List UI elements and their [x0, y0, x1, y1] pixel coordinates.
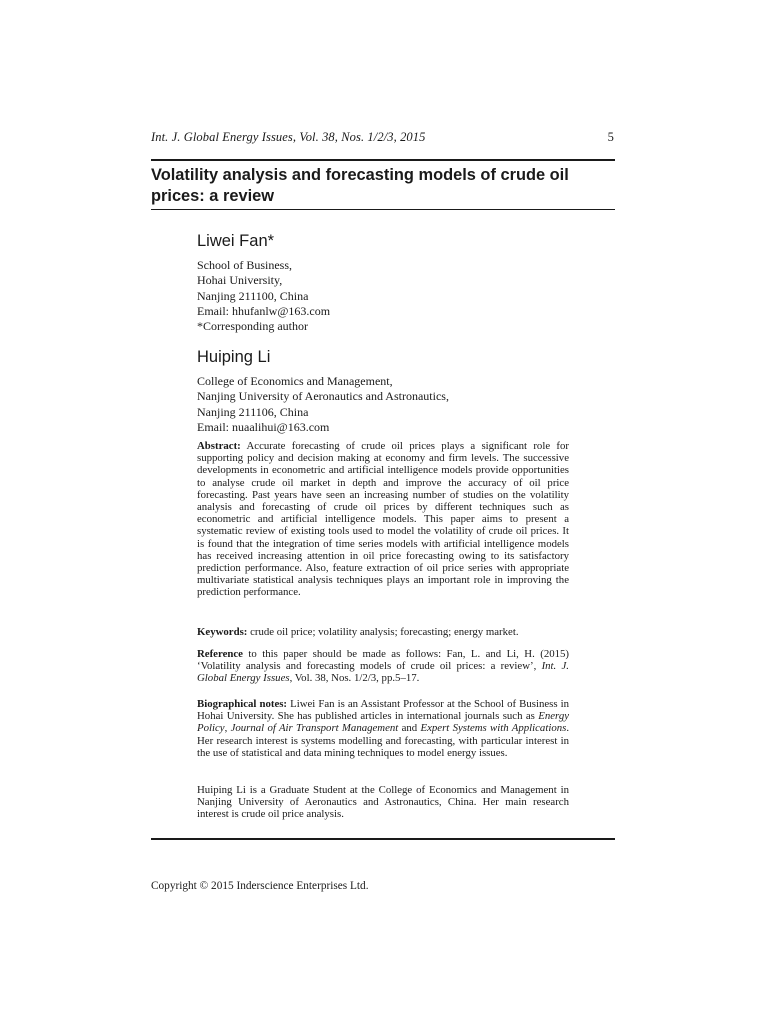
bio-separator: , [224, 722, 228, 735]
affiliation-line: School of Business, [197, 258, 293, 272]
affiliation-line: Nanjing 211100, China [197, 288, 309, 303]
author-name-2: Huiping Li [197, 348, 271, 366]
reference [197, 648, 569, 685]
reference-text: to this paper should be made as follows: Fan, L. and Li, H. (2015) ‘Volatility analysis and forecasting models of crude oil prices: a review’, [197, 648, 570, 673]
author-email[interactable]: Email: nuaalihui@163.com [197, 419, 330, 434]
keywords-label: Keywords: [197, 626, 248, 638]
title-rule [151, 209, 615, 210]
keywords [197, 626, 569, 638]
reference-label: Reference [197, 648, 243, 660]
top-rule [151, 159, 615, 161]
bio-text: . Her research interest is systems modelling and forecasting, with particular interest in the use of statistical and data mining techniques to model energy issues. [197, 722, 570, 759]
affiliation-line: Hohai University, [197, 273, 283, 288]
copyright-notice: Copyright © 2015 Inderscience Enterprises Ltd. [151, 880, 369, 892]
author-email[interactable]: Email: hhufanlw@163.com [197, 303, 331, 318]
keywords-text: crude oil price; volatility analysis; forecasting; energy market. [250, 626, 519, 638]
author-name-1: Liwei Fan* [197, 232, 275, 250]
affiliation-line: College of Economics and Management, [197, 374, 393, 388]
biographical-notes [197, 698, 569, 759]
bio-journal: Journal of Air Transport Management [230, 722, 399, 735]
bio-journal: Expert Systems with Applications [420, 722, 567, 735]
bio-label: Biographical notes: [197, 698, 288, 710]
reference-journal: Int. J. Global Energy Issues [197, 660, 570, 685]
reference-volume: , Vol. 38, Nos. 1/2/3, pp.5–17. [289, 672, 420, 685]
affiliation-line: Nanjing 211106, China [197, 404, 309, 419]
bio-text: Liwei Fan is an Assistant Professor at the School of Business in Hohai University. She has published articles in international journals such as [197, 698, 569, 723]
abstract-label: Abstract: [197, 440, 241, 452]
affiliation-line: Nanjing University of Aeronautics and Astronautics, [197, 389, 449, 404]
abstract [197, 440, 569, 599]
journal-citation: Int. J. Global Energy Issues, Vol. 38, Nos. 1/2/3, 2015 [151, 130, 426, 144]
bottom-rule [151, 838, 615, 840]
bio-text: and [401, 722, 418, 735]
author-affiliation-2 [197, 374, 449, 435]
page-number: 5 [607, 130, 614, 144]
author-affiliation-1 [197, 258, 330, 334]
bio-journal: Energy Policy [197, 710, 570, 735]
corresponding-author-note: *Corresponding author [197, 319, 308, 334]
paper-title: Volatility analysis and forecasting models of crude oil prices: a review [151, 166, 569, 205]
abstract-text: Accurate forecasting of crude oil prices plays a significant role for supporting policy and decision making at economy and firm levels. The successive developments in econometric and artificial intelligence models provide opportunities to analyse crude oil market in depth and improve the accuracy of oil price forecasting. Past years have seen an increasing number of studies on the volatility analysis and forecasting of crude oil prices by different techniques such as econometric and artificial intelligence models. This paper aims to present a systematic review of existing tools used to model the volatility of crude oil prices. It is found that the integration of time series models with artificial intelligence models has received increasing attention in oil price forecasting owing to its satisfactory prediction performance. Also, feature extraction of oil price series with appropriate multivariate statistical analysis techniques plays an important role in improving the prediction performance. [197, 440, 569, 599]
biographical-notes-2: Huiping Li is a Graduate Student at the College of Economics and Management in Nanjing University of Aeronautics and Astronautics, China. Her main research interest is crude oil price analysis. [197, 784, 569, 821]
